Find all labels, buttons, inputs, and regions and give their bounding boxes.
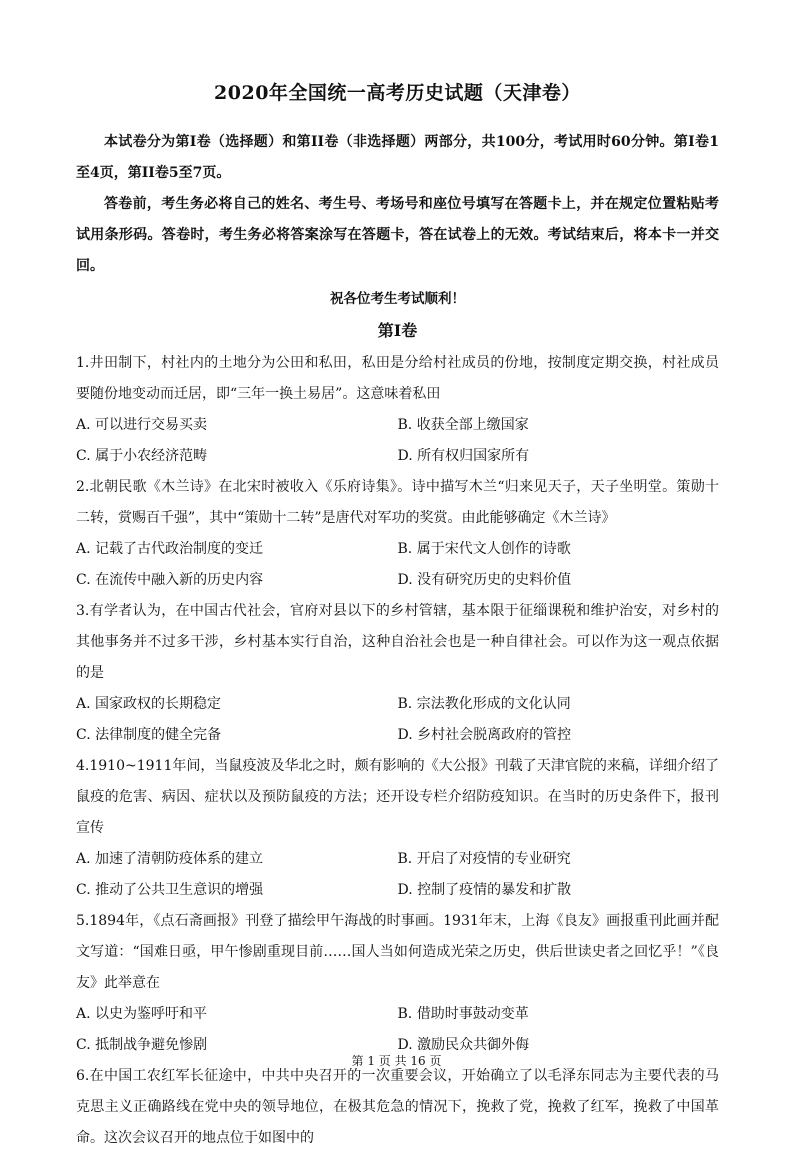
option-d: D. 所有权归国家所有 [397, 448, 530, 464]
option-a: A. 记载了古代政治制度的变迁 [76, 541, 264, 557]
option-c: C. 抵制战争避免惨剧 [76, 1037, 208, 1053]
option-b: B. 借助时事鼓动变革 [397, 1006, 529, 1022]
option-list [76, 534, 719, 596]
option-list [76, 844, 719, 906]
option-b: B. 宗法教化形成的文化认同 [397, 696, 571, 712]
page-footer: 第 1 页 共 16 页 [351, 1054, 442, 1068]
question-stem: 3.有学者认为，在中国古代社会，官府对县以下的乡村管辖，基本限于征缁课税和维护治安，对乡村的其他事务并不过多干涉，乡村基本实行自治，这种自治社会也是一种自律社会。可以作为这一观点依据的是 [76, 603, 719, 681]
option-d: D. 控制了疫情的暴发和扩散 [397, 882, 572, 898]
option-c: C. 推动了公共卫生意识的增强 [76, 882, 264, 898]
instruction-paragraph-1: 本试卷分为第I卷（选择题）和第II卷（非选择题）两部分，共100分，考试用时60分钟。第I卷1至4页，第II卷5至7页。 [76, 134, 719, 181]
option-d: D. 激励民众共御外侮 [397, 1037, 530, 1053]
question-stem: 1.井田制下，村社内的土地分为公田和私田，私田是分给村社成员的份地，按制度定期交换，村社成员要随份地变动而迁居，即“三年一换土易居”。这意味着私田 [76, 355, 719, 402]
option-b: B. 开启了对疫情的专业研究 [397, 851, 571, 867]
instruction-paragraph-2: 答卷前，考生务必将自己的姓名、考生号、考场号和座位号填写在答题卡上，并在规定位置粘贴考试用条形码。答卷时，考生务必将答案涂写在答题卡，答在试卷上的无效。考试结束后，将本卡一并交回。 [76, 196, 719, 274]
question-6 [76, 1061, 719, 1154]
option-list [76, 410, 719, 472]
exam-page [76, 70, 719, 1154]
good-luck-note: 祝各位考生考试顺利！ [330, 291, 465, 307]
question-2 [76, 472, 719, 596]
option-a: A. 以史为鉴呼吁和平 [76, 1006, 208, 1022]
option-b: B. 收获全部上缴国家 [397, 417, 529, 433]
question-5 [76, 906, 719, 1061]
page-title: 2020年全国统一高考历史试题（天津卷） [214, 82, 581, 104]
option-d: D. 乡村社会脱离政府的管控 [397, 727, 572, 743]
question-4 [76, 751, 719, 906]
question-stem: 5.1894年，《点石斋画报》刊登了描绘甲午海战的时事画。1931年末，上海《良友》画报重刊此画并配文写道：“国难日亟，甲午惨剧重现目前……国人当如何造成光荣之历史，供后世读史者之回忆乎！”《良友》此举意在 [76, 913, 719, 991]
question-3 [76, 596, 719, 751]
option-list [76, 689, 719, 751]
option-c: C. 属于小农经济范畴 [76, 448, 208, 464]
option-d: D. 没有研究历史的史料价值 [397, 572, 572, 588]
option-b: B. 属于宋代文人创作的诗歌 [397, 541, 571, 557]
question-stem: 6.在中国工农红军长征途中，中共中央召开的一次重要会议，开始确立了以毛泽东同志为主要代表的马克思主义正确路线在党中央的领导地位，在极其危急的情况下，挽救了党，挽救了红军，挽救了中国革命。这次会议召开的地点位于如图中的 [76, 1068, 719, 1146]
section-title: 第I卷 [377, 321, 418, 340]
option-c: C. 在流传中融入新的历史内容 [76, 572, 264, 588]
option-c: C. 法律制度的健全完备 [76, 727, 222, 743]
option-a: A. 国家政权的长期稳定 [76, 696, 222, 712]
question-1 [76, 348, 719, 472]
question-stem: 4.1910~1911年间，当鼠疫波及华北之时，颇有影响的《大公报》刊载了天津官院的来稿，详细介绍了鼠疫的危害、病因、症状以及预防鼠疫的方法；还开设专栏介绍防疫知识。在当时的历史条件下，报刊宣传 [76, 758, 719, 836]
option-a: A. 加速了清朝防疫体系的建立 [76, 851, 264, 867]
option-a: A. 可以进行交易买卖 [76, 417, 208, 433]
question-stem: 2.北朝民歌《木兰诗》在北宋时被收入《乐府诗集》。诗中描写木兰“归来见天子，天子坐明堂。策勋十二转，赏赐百千强”，其中“策勋十二转”是唐代对军功的奖赏。由此能够确定《木兰诗》 [76, 479, 719, 526]
